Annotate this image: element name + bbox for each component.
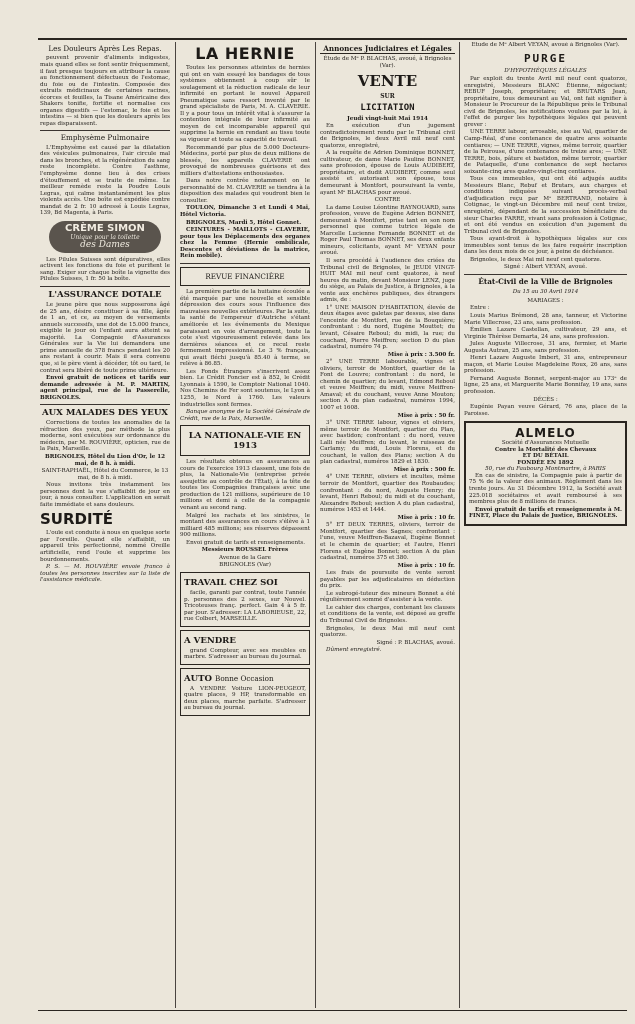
almelo-line5: 50, rue du Faubourg Montmartre, à PARIS [485, 466, 606, 473]
mariage-1: Louis Marius Brémond, 28 ans, tanneur, et Victorine Marie Villecrose, 23 ans, sans profession. [464, 313, 627, 326]
annonces-header: Annonces Judiciaires et Légales [320, 45, 455, 54]
douleurs-body: peuvent provenir d'aliments indigestes, mais quand elles se font sentir fréquemment, il faut presque toujours en attribuer la cause au fonctionnement défectueux de l'estomac, du foie ou de l'intestin. Composée des extraits médicinaux de certaines racines, écorces et feuilles, la Tisane Américaine des Shakers tonifie, fortifie et normalise ces organes digestifs — l'estomac, le foie et les intestins — si bien que les douleurs après les repas disparaissent. [40, 55, 170, 127]
top-rule [38, 38, 627, 40]
mariages-entre: Entre : [470, 305, 490, 312]
lot-3-price: Mise à prix : 500 fr. [393, 466, 455, 473]
column-divider [459, 42, 460, 1008]
assurance-address: Envoi gratuit de notices et tarifs sur demande adressée à M. P. MARTIN, agent principal, rue de la Passerelle, BRIGNOLES. [40, 375, 170, 401]
hernie-body: Toutes les personnes atteintes de hernies qui ont en vain essayé les bandages de tous systèmes obtiennent à coup sûr le soulagement et la réduction radicale de leur infirmité en portant le nouvel Appareil Pneumatique sans ressort inventé par le grand spécialiste de Paris, M. A. CLAVERIE. Il y a pour tous un intérêt vital à s'assurer la contention intégrale de leur infirmité au moyen de cet incomparable appareil qui supprime la hernie en rendant au tissu toute sa vigueur et toute sa capacité de travail. [180, 65, 310, 144]
vente-title: VENTE [357, 71, 418, 90]
vente-fin: Brignoles, le deux Mai mil neuf cent quatorze. [320, 625, 455, 639]
nationale-body: Les résultats obtenus en assurances au cours de l'exercice 1913 classent, une fois de plus, la Nationale-Vie (entreprise privée assujettie au contrôle de l'État), à la tête de toutes les Compagnies françaises avec une production de 121 millions, supérieure de 10 millions et demi à celle de la compagnie venant au second rang. [180, 459, 310, 512]
vente-sur: SUR [380, 92, 395, 100]
yeux-body: Corrections de toutes les anomalies de la réfraction des yeux, par méthode la plus moderne, sont exécutées sur ordonnance du médecin, par M. ROUVIÈRE, opticien, rue de la Paix, Marseille. [40, 420, 170, 453]
revue-title: REVUE FINANCIÈRE [205, 271, 285, 281]
surdite-body: L'ouïe est conduite à nous en quelque sorte par l'oreille. Quand elle s'affaiblit, un appareil très perfectionné, nommé Oreille artificielle, rend l'ouïe et supprime les bourdonnements. [40, 530, 170, 563]
separator [40, 404, 170, 405]
nationale-sig3: BRIGNOLES (Var) [219, 562, 271, 569]
column-divider [315, 42, 316, 1008]
vente-signe: Signé : P. BLACHAS, avoué. [376, 639, 455, 646]
etude-blachas: Étude de Mᵉ P. BLACHAS, avoué, à Brignoles (Var). [323, 56, 452, 69]
auto-box [180, 668, 310, 716]
mariage-2: Émilien Lazare Castellan, cultivateur, 29 ans, et Virginie Thérèse Demarta, 24 ans, sans profession. [464, 327, 627, 340]
nationale-more: Malgré les rachats et les sinistres, le montant des assurances en cours s'élève à 1 milliard 485 millions; ses réserves dépassent 900 millions. [180, 512, 310, 539]
revue-box [180, 267, 310, 286]
column-4 [464, 42, 627, 1008]
travail-body: facile, garanti par contrat, toute l'année p. personnes des 2 sexes, sur Nouvel. Tricoteuses franç. perfect. Gain 4 à 5 fr. par jour. S'adresser: LA LABORIEUSE, 22, rue Colbert, MARSEILLE. [184, 589, 306, 623]
vente-cahier: Le cahier des charges, contenant les clauses et conditions de la vente, est déposé au greffe du Tribunal Civil de Brignoles. [320, 604, 455, 624]
lot-1-price: Mise à prix : 3.500 fr. [387, 351, 455, 358]
nationale-addr: Envoi gratuit de tarifs et renseignements. [186, 539, 305, 546]
licitation-title: LICITATION [360, 102, 415, 113]
lot-5-price: Mise à prix : 10 fr. [397, 562, 455, 569]
purge-body4: Tous ayant-droit à hypothèques légales sur ces immeubles sont tenus de les faire requérir inscription dans les deux mois de ce jour, à peine de déchéance. [464, 236, 627, 256]
auto-sub: Bonne Occasion [215, 673, 274, 683]
travail-box [180, 572, 310, 627]
yeux-tail: Nous invitons très instamment les personnes dont la vue s'affaiblit de jour en jour, à nous consulter. L'application en serait faite immédiate et sans douleurs. [40, 482, 170, 508]
lot-3: 3° UNE TERRE labour, vignes et oliviers, même terroir de Montfort, quartier du Plan, avec bastidon; confrontant : du nord, veuve Lalli née Meiffren; du levant, le ruisseau de Carlamy; du midi, Louis Florens, et du couchant, le vallon des Plans; section A du plan cadastral, numéros 1829 et 1830. [320, 420, 455, 466]
deces-heading: DÉCÈS : [533, 396, 558, 403]
lot-5: 5° ET DEUX TERRES, oliviers, terroir de Montfort, quartier des Sagnes; confrontant : l'une, veuve Meiffren-Bazaval, Eugène Bonnet et le chemin de quartier; et l'autre, Henri Florens et Eugène Bonnet; section A du plan cadastral, numéros 375 et 380. [320, 522, 455, 562]
almelo-line1: Société d'Assurances Mutuelle [501, 440, 590, 447]
vente-frais: Les frais de poursuite de vente seront payables par les adjudicataires en déduction du prix. [320, 570, 455, 590]
column-divider [175, 42, 176, 1008]
purge-signe: Signé : Albert VEYAN, avoué. [503, 264, 588, 271]
separator [180, 263, 310, 264]
pilules-body: Les Pilules Suisses sont dépuratives, elles activent les fonctions du foie et purifient le sang. Exiger sur chaque boîte la vignette des Pilules Suisses, 1 fr. 50 la boîte. [40, 256, 170, 283]
vente-subroge: Le subrogé-tuteur des mineurs Bonnet a été régulièrement sommé d'assister à la vente. [320, 590, 455, 604]
vente-contre: CONTRE [374, 197, 401, 204]
hernie-ceintures: CEINTURES - MAILLOTS - CLAVERIE, pour tous les Déplacements des organes chez la Femme (Hernie ombilicale, Descentes et déviations de la matrice, Rein mobile). [180, 227, 310, 260]
etude-veyan: Étude de Mᵉ Albert VEYAN, avoué à Brignoles (Var). [471, 42, 620, 48]
yeux-saint-raphael: SAINT-RAPHAËL, Hôtel du Commerce, le 13 mai, de 8 h. à midi. [41, 468, 169, 481]
separator [40, 130, 170, 131]
almelo-line3: ET DU BÉTAIL [522, 453, 569, 460]
purge-subtitle: D'HYPOTHÈQUES LÉGALES [504, 67, 587, 74]
deces-1: Eugénie Payan veuve Gérard, 76 ans, place de la Paroisse. [464, 404, 627, 417]
creme-line2: Unique pour la toilette [70, 233, 140, 241]
bottom-rule [38, 1010, 627, 1011]
creme-line3: des Dames [80, 239, 130, 250]
yeux-title: AUX MALADES DES YEUX [42, 408, 168, 419]
hernie-brignoles: BRIGNOLES, Mardi 5, Hôtel Gonnet. [186, 219, 302, 226]
assurance-title: L'ASSURANCE DOTALE [48, 290, 162, 301]
nationale-sig: Messieurs ROUSSEL Frères [201, 547, 289, 554]
almelo-line2: Contre la Mortalité des Chevaux [494, 446, 597, 453]
purge-body1: Par exploit du trente Avril mil neuf cent quatorze, enregistré, Messieurs BLANC Étienne, négociant; REBUF Joseph, propriétaire; et BRUTARS Jean, propriétaire, tous demeurant au Val, ont fait signifier à Monsieur le Procureur de la République près le Tribunal civil de Brignoles, les notifications voulues par la loi, à l'effet de purger les hypothèques légales qui peuvent grever : [464, 76, 627, 128]
auto-title: AUTO [184, 673, 213, 684]
mariage-4: Henri Lazare Auguste Imbert, 31 ans, entrepreneur maçon, et Marie Louise Magdeleine Roux, 26 ans, sans profession. [464, 355, 627, 375]
vente-body1: En exécution d'un jugement contradictoirement rendu par le Tribunal civil de Brignoles, le deux Avril mil neuf cent quatorze, enregistré, [320, 123, 455, 149]
surdite-title: SURDITÉ [40, 510, 114, 529]
etat-civil-dates: Du 15 au 30 Avril 1914 [512, 289, 579, 296]
vendre-body: grand Compteur, avec ses meubles en marbre. S'adresser au bureau du journal. [184, 647, 306, 661]
travail-title: TRAVAIL CHEZ SOI [184, 577, 278, 588]
yeux-brignoles: BRIGNOLES, Hôtel du Lion d'Or, le 12 mai, de 8 h. à midi. [45, 453, 165, 467]
vente-body2: A la requête de Adrien Dominique BONNET, cultivateur, de dame Marie Pauline BONNET, sans profession, épouse de Louis AUDIBERT, propriétaire, et dudit AUDIBERT, comme seul assisté et autorisant son épouse, tous demeurant à Montfort, poursuivant la vente, ayant Mᵉ BLACHAS pour avoué. [320, 150, 455, 196]
lot-4: 4° UNE TERRE, oliviers et incultes, même terroir de Montfort, quartier des Roubaudes; confrontant : du nord, Auguste Henry; du levant, Henri Reboul; du midi et du couchant, Alexandre Reboul; section A du plan cadastral, numéros 1453 et 1444. [320, 474, 455, 514]
almelo-line4: FONDÉE EN 1892 [517, 459, 574, 466]
auto-body: A VENDRE Voiture LION-PEUGEOT, quatre places, 9 HP, transformable en deux places, marche parfaite. S'adresser au bureau du journal. [184, 685, 306, 712]
almelo-body: En cas de sinistre, la Compagnie paie à partir de 75 % de la valeur des animaux. Règlement dans les trente jours. Au 31 Décembre 1912, la Société avait 225.018 sociétaires et avait remboursé à ses membres plus de 8 millions de francs. [469, 472, 622, 506]
mariage-3: Jules Auguste Villecrose, 31 ans, fermier, et Marie Augusta Autran, 25 ans, sans profession. [464, 341, 627, 354]
lot-1: 1° UNE MAISON D'HABITATION, élevée de deux étages avec galetas par dessus, sise dans l'enceinte de Montfort, rue de la Bouquière; confrontant : du nord, Eugène Mouttet; du levant, Césaire Reboul; du midi, la rue; du couchant, Pierre Meiffren; section D du plan cadastral, numéro 74 p. [320, 304, 455, 351]
almelo-agent: Envoi gratuit de tarifs et renseignements à M. FINET, Place du Palais de Justice, BRIGNOLES. [469, 506, 622, 520]
almelo-ad [464, 421, 627, 526]
column-3 [320, 42, 455, 1008]
mariage-5: Fernand Auguste Bonnet, sergent-major au 173ᵉ de ligne, 25 ans, et Marguerite Marie Bonnifay, 19 ans, sans profession. [464, 375, 627, 396]
douleurs-title: Les Douleurs Après Les Repas. [48, 44, 162, 53]
vente-body4: Il sera procédé à l'audience des criées du Tribunal civil de Brignoles, le JEUDI VINGT-HUIT MAI mil neuf cent quatorze, à neuf heures du matin, devant Monsieur LENZ, juge du siège, au Palais de Justice, à Brignoles, à la vente aux enchères publiques, des étrangers admis, de : [320, 257, 455, 304]
mariages-heading: MARIAGES : [527, 297, 564, 304]
purge-fin: Brignoles, le deux Mai mil neuf cent quatorze. [470, 256, 602, 263]
purge-body3: Tous ces immeubles, qui ont été adjugés audits Messieurs Blanc, Rebuf et Brutars, aux charges et conditions indiquées suivant procès-verbal d'adjudication reçu par Mᵉ BERTRAND, notaire à Cotignac, le vingt-un Décembre mil neuf cent treize, enregistré, dépendant de la succession bénéficiaire du sieur Charles FARRE, vivant sans profession à Cotignac, et ont été vendus en exécution d'un jugement du Tribunal civil de Brignoles. [464, 176, 627, 235]
lot-4-price: Mise à prix : 10 fr. [397, 514, 455, 521]
lot-2-price: Mise à prix : 50 fr. [397, 412, 455, 419]
emphyseme-body: L'Emphysème est causé par la dilatation des vésicules pulmonaires, l'air circule mal dans les bronches, et la régénération du sang reste incomplète. Contre l'asthme, l'emphysème donne lieu à des crises d'étouffement et se traite de même. Le meilleur remède reste la Poudre Louis Legras, qui calme instantanément les plus violents accès. Une boîte est expédiée contre mandat de 2 fr. 10 adressé à Louis Legras, 139, Bd Magenta, à Paris. [40, 144, 170, 217]
revue-end: Banque anonyme de la Société Générale de Crédit, rue de la Paix, Marseille. [180, 409, 310, 422]
etat-civil-title: État-Civil de la Ville de Brignoles [478, 276, 613, 286]
column-2 [180, 42, 310, 1008]
lot-2: 2° UNE TERRE labourable, vignes et oliviers, terroir de Montfort, quartier de la Font de Louvre; confrontant : du nord, le chemin de quartier; du levant, Edmond Reboul et veuve Meiffren; du midi, veuve Meiffren-Amaval; et du couchant, veuve Anne Mouton; section A du plan cadastral, numéros 1994, 1007 et 1608. [320, 359, 455, 412]
nationale-sig2: Avenue de la Gare [219, 554, 271, 561]
vendre-box [180, 630, 310, 665]
vente-date: Jeudi vingt-huit Mai 1914 [347, 115, 428, 122]
emphyseme-title: Emphysème Pulmonaire [60, 133, 150, 143]
hernie-more: Recommandé par plus de 5.000 Docteurs-Médecins, porté par plus de deux millions de blessés, les appareils CLAVERIE ont provoqué de nombreuses guérisons et des milliers d'attestations enthousiastes. [180, 144, 310, 177]
creme-simon-logo [49, 221, 161, 253]
nationale-box [180, 425, 310, 456]
nationale-title: LA NATIONALE-VIE EN 1913 [188, 431, 302, 452]
creme-line1: CRÈME SIMON [65, 222, 145, 234]
assurance-body: Le jeune père que nous supposerons âgé de 25 ans, désire constituer à sa fille, âgée de 1 an, et ce, au moyen de versements annuels successifs, une dot de 15.000 francs, exigible le jour où l'enfant aura atteint sa majorité. La Compagnie d'Assurances Générales sur la Vie lui demandera une prime annuelle de 378 francs pendant les 20 ans restant à courir. Mais il sera convenu que, si le père vient à décéder, tôt ou tard, le contrat sera libéré de toute prime ultérieure. [40, 302, 170, 374]
hernie-venue: Dans notre contrée notamment on le personnalité de M. CLAVERIE se tiendra à la disposition des malades qui voudront bien le consulter. [180, 178, 310, 204]
vente-body3: La dame Louise Léontine RAYNOUARD, sans profession, veuve de Eugène Adrien BONNET, demeurant à Montfort, prise tant en son nom personnel que comme tutrice légale de Marcelle Lucienne Fernande BONNET et de Roger Paul Thomas BONNET, ses deux enfants mineurs, colicitants, ayant Mᵉ VEYAN pour avoué. [320, 204, 455, 257]
hernie-toulon: TOULON, Dimanche 3 et Lundi 4 Mai, Hôtel Victoria. [180, 205, 310, 219]
vente-enregistre: Dûment enregistré. [326, 647, 382, 654]
purge-title: PURGE [523, 51, 568, 65]
column-1 [40, 42, 170, 1008]
purge-body2: UNE TERRE labour, arrosable, sise au Val, quartier de Camp-Réal, d'une contenance de quatre ares soixante centiares; — UNE TERRE, vignes, même terroir, quartier de la Peirouse, d'une contenance de treize ares; — UNE TERRE, bois, pâture et bastidon, même terroir, quartier de Pataquelle, d'une contenance de sept hectares soixante-cinq ares quatre-vingt-cinq centiares. [464, 129, 627, 175]
almelo-name: ALMELO [515, 426, 576, 441]
auto-heading [184, 674, 306, 684]
separator [40, 286, 170, 287]
separator [464, 274, 627, 275]
vendre-title: A VENDRE [184, 635, 236, 646]
surdite-footer: P. S. — M. ROUVIÈRE envoie franco à toutes les personnes inscrites sur la liste de l'assistance médicale. [40, 564, 170, 584]
hernie-title: LA HERNIE [195, 44, 295, 63]
revue-body: La première partie de la huitaine écoulée a été marquée par une nouvelle et sensible dépression des cours sous l'influence des mauvaises nouvelles extérieures. Par la suite, la santé de l'empereur d'Autriche s'étant améliorée et les événements du Mexique paraissant en voie d'arrangement, toute la cote s'est vigoureusement relevée dans les dernières séances et ce recul reste fermement impressionné. Le 3 % français, qui avait fléchi jusqu'à 85.40 à terme, se relève à 86.85. [180, 289, 310, 368]
revue-more: Les Fonds Étrangers s'inscrivent assez bien. Le Crédit Foncier est à 852, le Crédit Lyonnais à 1590, le Comptoir National 1040. Nos Chemins de Fer sont soutenus, le Lyon à 1255, le Nord à 1760. Les valeurs industrielles sont fermes. [180, 368, 310, 408]
